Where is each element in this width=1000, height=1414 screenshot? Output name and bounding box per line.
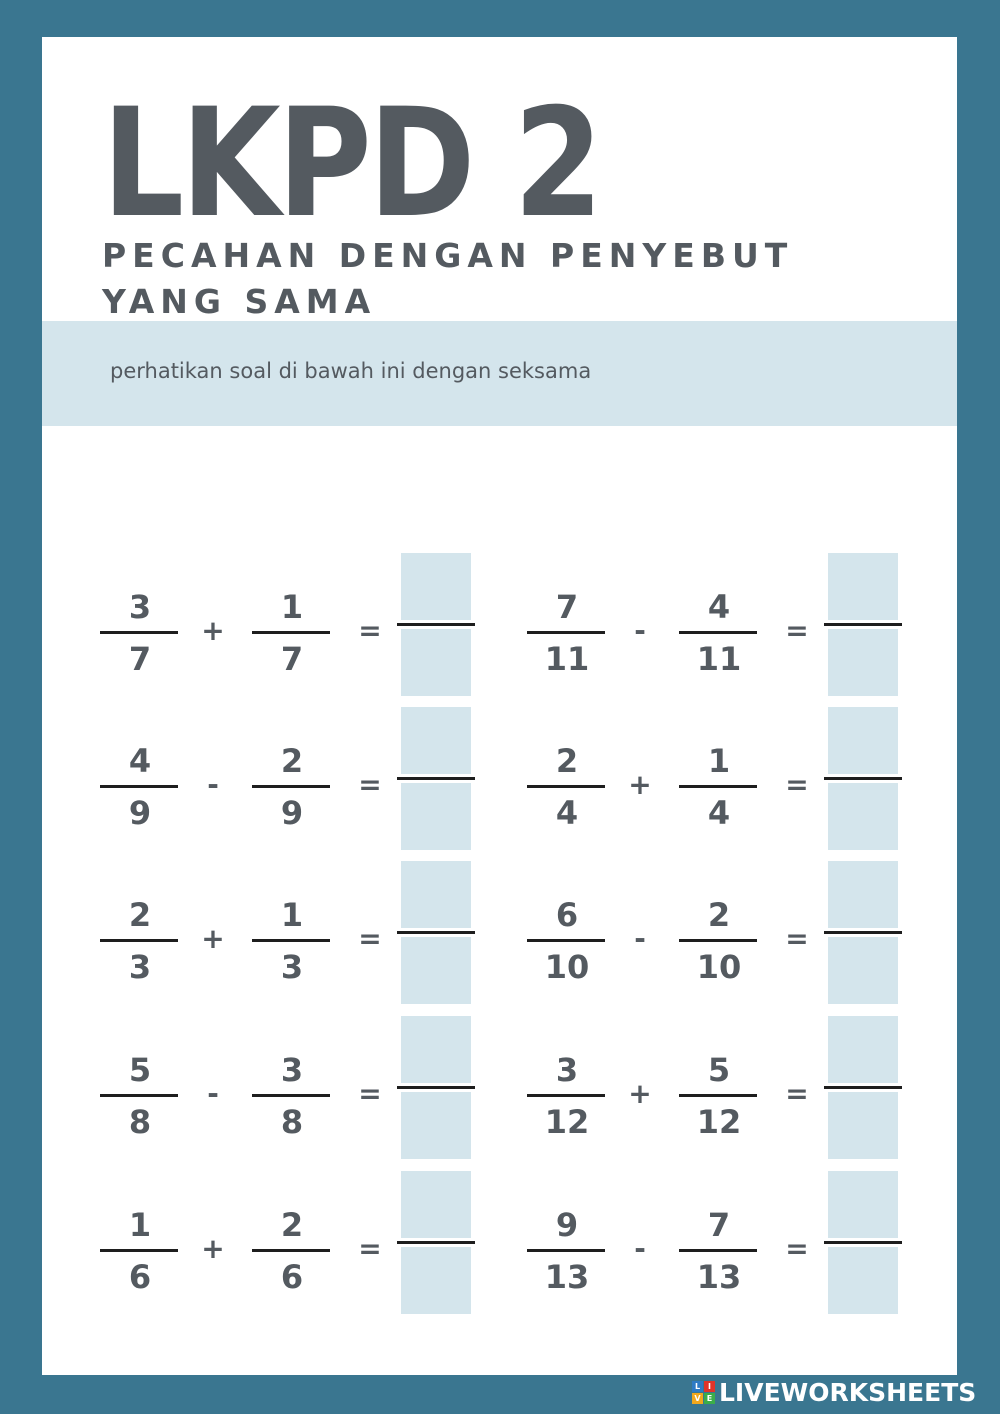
answer-denominator-input[interactable] <box>401 629 471 696</box>
fraction-bar <box>527 785 605 788</box>
answer-numerator-input[interactable] <box>401 1016 471 1083</box>
denominator: 13 <box>544 1258 590 1296</box>
fraction-bar <box>252 785 330 788</box>
fraction-problem <box>100 1169 520 1319</box>
answer-fraction-bar <box>397 623 475 626</box>
first-fraction <box>527 859 607 1009</box>
numerator: 3 <box>280 1051 304 1089</box>
first-fraction <box>527 1014 607 1164</box>
answer-numerator-input[interactable] <box>828 1016 898 1083</box>
denominator: 12 <box>544 1103 590 1141</box>
answer-denominator-input[interactable] <box>401 937 471 1004</box>
denominator: 3 <box>280 948 304 986</box>
answer-fraction-bar <box>824 623 902 626</box>
operator-sign: + <box>628 768 652 801</box>
operator-sign: + <box>201 922 225 955</box>
denominator: 13 <box>696 1258 742 1296</box>
fraction-bar <box>527 939 605 942</box>
fraction-bar <box>679 1249 757 1252</box>
equals-sign: = <box>358 1077 382 1110</box>
numerator: 2 <box>128 896 152 934</box>
second-fraction <box>679 859 759 1009</box>
denominator: 8 <box>128 1103 152 1141</box>
fraction-problem <box>527 1169 947 1319</box>
answer-fraction-bar <box>397 777 475 780</box>
equals-sign: = <box>358 922 382 955</box>
numerator: 4 <box>707 588 731 626</box>
numerator: 2 <box>280 742 304 780</box>
fraction-bar <box>100 1094 178 1097</box>
numerator: 1 <box>707 742 731 780</box>
numerator: 3 <box>128 588 152 626</box>
fraction-bar <box>679 939 757 942</box>
instruction-text: perhatikan soal di bawah ini dengan seksama <box>110 359 592 383</box>
answer-denominator-input[interactable] <box>401 1092 471 1159</box>
fraction-problem <box>527 551 947 701</box>
fraction-problem <box>527 1014 947 1164</box>
numerator: 4 <box>128 742 152 780</box>
page-subtitle: PECAHAN DENGAN PENYEBUT YANG SAMA <box>102 236 794 321</box>
first-fraction <box>100 551 180 701</box>
second-fraction <box>252 1014 332 1164</box>
equals-sign: = <box>358 768 382 801</box>
denominator: 10 <box>696 948 742 986</box>
numerator: 2 <box>555 742 579 780</box>
second-fraction <box>252 859 332 1009</box>
fraction-bar <box>100 939 178 942</box>
denominator: 9 <box>128 794 152 832</box>
answer-numerator-input[interactable] <box>401 1171 471 1238</box>
second-fraction <box>679 551 759 701</box>
fraction-bar <box>100 631 178 634</box>
answer-fraction-bar <box>397 1241 475 1244</box>
numerator: 3 <box>555 1051 579 1089</box>
answer-fraction-bar <box>824 1086 902 1089</box>
fraction-bar <box>252 1249 330 1252</box>
equals-sign: = <box>358 614 382 647</box>
instruction-band <box>42 321 957 426</box>
first-fraction <box>527 1169 607 1319</box>
logo-mark-cell: I <box>704 1381 715 1392</box>
numerator: 1 <box>128 1206 152 1244</box>
equals-sign: = <box>358 1232 382 1265</box>
denominator: 6 <box>128 1258 152 1296</box>
logo-mark-cell: E <box>704 1393 715 1404</box>
operator-sign: - <box>634 614 646 647</box>
operator-sign: - <box>634 1232 646 1265</box>
fraction-bar <box>100 1249 178 1252</box>
first-fraction <box>527 551 607 701</box>
equals-sign: = <box>785 768 809 801</box>
numerator: 7 <box>555 588 579 626</box>
first-fraction <box>100 1169 180 1319</box>
first-fraction <box>100 705 180 855</box>
operator-sign: + <box>628 1077 652 1110</box>
denominator: 11 <box>544 640 590 678</box>
second-fraction <box>679 1169 759 1319</box>
denominator: 9 <box>280 794 304 832</box>
logo-mark-cell: V <box>692 1393 703 1404</box>
numerator: 9 <box>555 1206 579 1244</box>
first-fraction <box>100 859 180 1009</box>
answer-denominator-input[interactable] <box>401 783 471 850</box>
answer-denominator-input[interactable] <box>828 629 898 696</box>
page-title: LKPD 2 <box>102 77 600 251</box>
answer-denominator-input[interactable] <box>401 1247 471 1314</box>
denominator: 4 <box>555 794 579 832</box>
fraction-bar <box>527 631 605 634</box>
answer-fraction-bar <box>397 1086 475 1089</box>
fraction-bar <box>527 1094 605 1097</box>
numerator: 5 <box>707 1051 731 1089</box>
operator-sign: + <box>201 614 225 647</box>
equals-sign: = <box>785 1232 809 1265</box>
denominator: 4 <box>707 794 731 832</box>
numerator: 7 <box>707 1206 731 1244</box>
numerator: 2 <box>280 1206 304 1244</box>
liveworksheets-logo-icon <box>692 1381 715 1404</box>
second-fraction <box>679 705 759 855</box>
second-fraction <box>679 1014 759 1164</box>
first-fraction <box>100 1014 180 1164</box>
fraction-problem <box>100 551 520 701</box>
numerator: 1 <box>280 588 304 626</box>
denominator: 12 <box>696 1103 742 1141</box>
answer-fraction-bar <box>824 1241 902 1244</box>
answer-numerator-input[interactable] <box>828 1171 898 1238</box>
numerator: 6 <box>555 896 579 934</box>
answer-numerator-input[interactable] <box>401 707 471 774</box>
denominator: 7 <box>280 640 304 678</box>
operator-sign: + <box>201 1232 225 1265</box>
denominator: 11 <box>696 640 742 678</box>
numerator: 1 <box>280 896 304 934</box>
answer-numerator-input[interactable] <box>401 553 471 620</box>
fraction-problem <box>527 859 947 1009</box>
liveworksheets-logo <box>692 1374 976 1410</box>
fraction-problem <box>100 859 520 1009</box>
logo-text: LIVEWORKSHEETS <box>719 1377 977 1407</box>
fraction-problem <box>100 705 520 855</box>
fraction-bar <box>679 1094 757 1097</box>
first-fraction <box>527 705 607 855</box>
denominator: 6 <box>280 1258 304 1296</box>
answer-numerator-input[interactable] <box>828 861 898 928</box>
numerator: 5 <box>128 1051 152 1089</box>
fraction-bar <box>252 1094 330 1097</box>
answer-fraction-bar <box>824 777 902 780</box>
fraction-bar <box>252 939 330 942</box>
logo-mark-cell: L <box>692 1381 703 1392</box>
answer-denominator-input[interactable] <box>828 937 898 1004</box>
operator-sign: - <box>207 1077 219 1110</box>
answer-denominator-input[interactable] <box>828 783 898 850</box>
fraction-bar <box>527 1249 605 1252</box>
second-fraction <box>252 551 332 701</box>
fraction-bar <box>100 785 178 788</box>
operator-sign: - <box>207 768 219 801</box>
fraction-bar <box>252 631 330 634</box>
answer-numerator-input[interactable] <box>828 707 898 774</box>
fraction-bar <box>679 631 757 634</box>
denominator: 10 <box>544 948 590 986</box>
denominator: 3 <box>128 948 152 986</box>
fraction-problem <box>527 705 947 855</box>
equals-sign: = <box>785 614 809 647</box>
numerator: 2 <box>707 896 731 934</box>
denominator: 8 <box>280 1103 304 1141</box>
fraction-bar <box>679 785 757 788</box>
equals-sign: = <box>785 922 809 955</box>
answer-fraction-bar <box>824 931 902 934</box>
answer-fraction-bar <box>397 931 475 934</box>
worksheet-page <box>42 37 957 1375</box>
answer-numerator-input[interactable] <box>828 553 898 620</box>
operator-sign: - <box>634 922 646 955</box>
denominator: 7 <box>128 640 152 678</box>
equals-sign: = <box>785 1077 809 1110</box>
second-fraction <box>252 1169 332 1319</box>
second-fraction <box>252 705 332 855</box>
answer-numerator-input[interactable] <box>401 861 471 928</box>
answer-denominator-input[interactable] <box>828 1092 898 1159</box>
answer-denominator-input[interactable] <box>828 1247 898 1314</box>
fraction-problem <box>100 1014 520 1164</box>
